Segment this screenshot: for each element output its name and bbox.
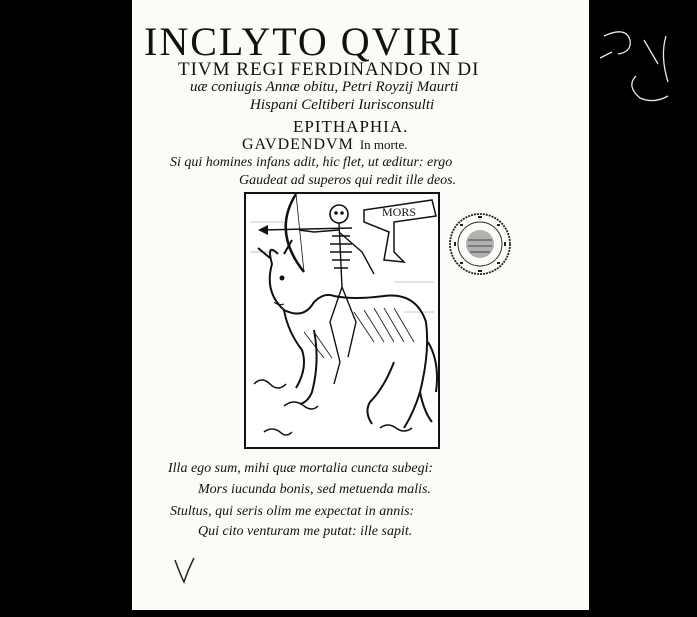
verse-line-4: Qui cito venturam me putat: ille sapit. (198, 524, 413, 539)
handwritten-margin-annotation (596, 6, 697, 116)
title-line-4: Hispani Celtiberi Iurisconsulti (250, 97, 435, 113)
banner-text: MORS (382, 205, 417, 219)
subheading-tail: In morte. (359, 137, 408, 152)
subheading-main: GAVDENDVM (242, 136, 354, 153)
verse-line-1: Illa ego sum, mihi quæ mortalia cuncta subegi: (168, 461, 434, 476)
library-stamp (448, 212, 512, 276)
intro-line-1: Si qui homines infans adit, hic flet, ut æditur: ergo (170, 155, 453, 170)
title-line-2: TIVM REGI FERDINANDO IN DI (178, 59, 480, 80)
woodcut-illustration (244, 192, 440, 449)
verse-line-2: Mors iucunda bonis, sed metuenda malis. (198, 482, 431, 497)
heading-epitaphia: EPITHAPHIA. (293, 117, 409, 136)
handwritten-check-mark (172, 556, 198, 586)
title-line-1: INCLYTO QVIRI (144, 19, 462, 64)
intro-line-2: Gaudeat ad superos qui redit ille deos. (239, 173, 457, 188)
document-page (132, 0, 589, 610)
verse-line-3: Stultus, qui seris olim me expectat in annis: (170, 504, 415, 519)
title-line-3: uæ coniugis Annæ obitu, Petri Royzij Maurti (190, 79, 459, 95)
subheading (242, 136, 589, 154)
